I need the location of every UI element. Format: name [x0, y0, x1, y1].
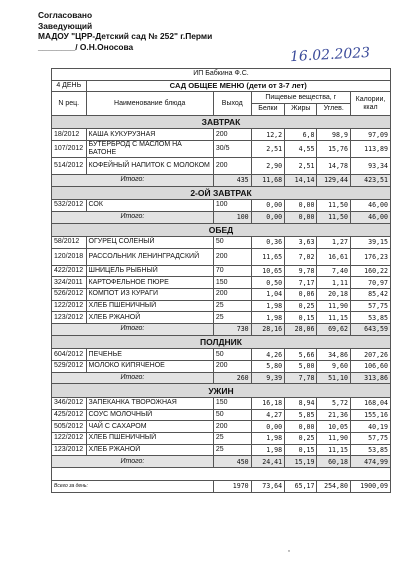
protein-value: 2,90 — [251, 157, 284, 174]
total-label: Итого: — [52, 456, 214, 468]
fat-value: 0,25 — [285, 300, 317, 312]
column-header-row — [52, 92, 391, 104]
dish-name: СОУС МОЛОЧНЫЙ — [86, 409, 213, 421]
calories-value: 70,97 — [350, 277, 390, 289]
grand-total-yield: 1970 — [213, 481, 251, 493]
section-header — [52, 115, 391, 129]
recipe-number: 58/2012 — [52, 237, 87, 249]
day-row — [52, 80, 391, 92]
carbs-value: 34,86 — [317, 349, 350, 361]
table-row — [52, 312, 391, 324]
protein-value: 4,27 — [251, 409, 284, 421]
dish-yield: 100 — [213, 200, 251, 212]
fat-value: 0,00 — [285, 200, 317, 212]
total-protein: 24,41 — [251, 456, 284, 468]
author-cell: ИП Бабкина Ф.С. — [52, 69, 391, 81]
carbs-value: 5,72 — [317, 397, 350, 409]
dish-yield: 25 — [213, 432, 251, 444]
table-row — [52, 444, 391, 456]
dish-yield: 200 — [213, 289, 251, 301]
fat-value: 8,94 — [285, 397, 317, 409]
dish-yield: 200 — [213, 157, 251, 174]
total-label: Итого: — [52, 324, 214, 336]
table-row — [52, 265, 391, 277]
section-header — [52, 223, 391, 237]
col-protein: Белки — [251, 104, 284, 116]
grand-total-carbs: 254,80 — [317, 481, 350, 493]
total-yield: 450 — [213, 456, 251, 468]
protein-value: 4,26 — [251, 349, 284, 361]
head-label: Заведующий — [38, 20, 93, 31]
table-row — [52, 248, 391, 265]
dish-yield: 150 — [213, 277, 251, 289]
total-calories: 423,51 — [350, 174, 390, 186]
fat-value: 2,51 — [285, 157, 317, 174]
fat-value: 7,17 — [285, 277, 317, 289]
calories-value: 113,89 — [350, 140, 390, 157]
calories-value: 106,60 — [350, 361, 390, 373]
table-row — [52, 277, 391, 289]
carbs-value: 20,18 — [317, 289, 350, 301]
dish-name: СОК — [86, 200, 213, 212]
table-row — [52, 397, 391, 409]
total-label: Итого: — [52, 211, 214, 223]
dish-name: ХЛЕБ РЖАНОЙ — [86, 312, 213, 324]
fat-value: 3,63 — [285, 237, 317, 249]
total-fat: 15,19 — [285, 456, 317, 468]
carbs-value: 14,78 — [317, 157, 350, 174]
dish-yield: 150 — [213, 397, 251, 409]
fat-value: 0,15 — [285, 312, 317, 324]
dish-name: ОГУРЕЦ СОЛЕНЫЙ — [86, 237, 213, 249]
calories-value: 168,04 — [350, 397, 390, 409]
col-recipe: N рец. — [52, 92, 87, 115]
section-header — [52, 384, 391, 398]
table-row — [52, 349, 391, 361]
dish-name: ШНИЦЕЛЬ РЫБНЫЙ — [86, 265, 213, 277]
total-carbs: 51,10 — [317, 372, 350, 384]
calories-value: 39,15 — [350, 237, 390, 249]
author-row — [52, 69, 391, 81]
carbs-value: 11,90 — [317, 432, 350, 444]
section-title: 2-ОЙ ЗАВТРАК — [52, 186, 391, 200]
dish-yield: 70 — [213, 265, 251, 277]
fat-value: 0,15 — [285, 444, 317, 456]
dish-yield: 50 — [213, 409, 251, 421]
section-header — [52, 186, 391, 200]
total-label: Итого: — [52, 372, 214, 384]
dish-name: ЧАЙ С САХАРОМ — [86, 421, 213, 433]
carbs-value: 10,05 — [317, 421, 350, 433]
signature-name: / О.Н.Оносова — [75, 41, 134, 52]
section-total-row — [52, 456, 391, 468]
grand-total-fat: 65,17 — [285, 481, 317, 493]
protein-value: 16,18 — [251, 397, 284, 409]
total-carbs: 129,44 — [317, 174, 350, 186]
grand-total-label: Всего за день: — [52, 481, 214, 493]
carbs-value: 1,11 — [317, 277, 350, 289]
handwritten-date: 16.02.2023 — [289, 44, 371, 66]
carbs-value: 15,76 — [317, 140, 350, 157]
recipe-number: 526/2012 — [52, 289, 87, 301]
calories-value: 53,85 — [350, 312, 390, 324]
dish-yield: 50 — [213, 349, 251, 361]
dish-yield: 25 — [213, 300, 251, 312]
recipe-number: 425/2012 — [52, 409, 87, 421]
table-row — [52, 140, 391, 157]
calories-value: 155,16 — [350, 409, 390, 421]
total-yield: 435 — [213, 174, 251, 186]
menu-title: САД ОБЩЕЕ МЕНЮ (дети от 3-7 лет) — [86, 80, 390, 92]
protein-value: 0,50 — [251, 277, 284, 289]
recipe-number: 120/2018 — [52, 248, 87, 265]
calories-value: 53,85 — [350, 444, 390, 456]
carbs-value: 21,36 — [317, 409, 350, 421]
protein-value: 1,04 — [251, 289, 284, 301]
protein-value: 5,80 — [251, 361, 284, 373]
dish-yield: 200 — [213, 361, 251, 373]
recipe-number: 532/2012 — [52, 200, 87, 212]
table-row — [52, 432, 391, 444]
protein-value: 1,98 — [251, 312, 284, 324]
total-fat: 14,14 — [285, 174, 317, 186]
dish-name: КАРТОФЕЛЬНОЕ ПЮРЕ — [86, 277, 213, 289]
protein-value: 10,65 — [251, 265, 284, 277]
dish-name: ХЛЕБ ПШЕНИЧНЫЙ — [86, 300, 213, 312]
dish-yield: 30/5 — [213, 140, 251, 157]
fat-value: 7,02 — [285, 248, 317, 265]
recipe-number: 123/2012 — [52, 444, 87, 456]
total-yield: 100 — [213, 211, 251, 223]
protein-value: 0,00 — [251, 200, 284, 212]
day-cell: 4 ДЕНЬ — [52, 80, 87, 92]
carbs-value: 1,27 — [317, 237, 350, 249]
recipe-number: 123/2012 — [52, 312, 87, 324]
dish-name: КАША КУКУРУЗНАЯ — [86, 129, 213, 141]
calories-value: 57,75 — [350, 300, 390, 312]
section-header — [52, 335, 391, 349]
table-row — [52, 361, 391, 373]
approval-block — [38, 10, 212, 52]
carbs-value: 98,9 — [317, 129, 350, 141]
total-calories: 643,59 — [350, 324, 390, 336]
total-protein: 9,39 — [251, 372, 284, 384]
section-total-row — [52, 372, 391, 384]
dish-name: КОМПОТ ИЗ КУРАГИ — [86, 289, 213, 301]
total-protein: 28,16 — [251, 324, 284, 336]
section-total-row — [52, 211, 391, 223]
carbs-value: 16,61 — [317, 248, 350, 265]
section-title: ПОЛДНИК — [52, 335, 391, 349]
total-protein: 11,68 — [251, 174, 284, 186]
dish-name: ХЛЕБ РЖАНОЙ — [86, 444, 213, 456]
dish-name: ПЕЧЕНЬЕ — [86, 349, 213, 361]
section-title: ЗАВТРАК — [52, 115, 391, 129]
protein-value: 11,65 — [251, 248, 284, 265]
calories-value: 207,26 — [350, 349, 390, 361]
recipe-number: 346/2012 — [52, 397, 87, 409]
table-row — [52, 237, 391, 249]
fat-value: 5,85 — [285, 409, 317, 421]
protein-value: 1,98 — [251, 432, 284, 444]
table-row — [52, 409, 391, 421]
fat-value: 4,55 — [285, 140, 317, 157]
dish-name: БУТЕРБРОД С МАСЛОМ НА БАТОНЕ — [86, 140, 213, 157]
total-carbs: 69,62 — [317, 324, 350, 336]
fat-value: 9,78 — [285, 265, 317, 277]
protein-value: 1,98 — [251, 300, 284, 312]
total-fat: 7,78 — [285, 372, 317, 384]
fat-value: 5,00 — [285, 361, 317, 373]
total-protein: 0,00 — [251, 211, 284, 223]
recipe-number: 529/2012 — [52, 361, 87, 373]
fat-value: 0,00 — [285, 421, 317, 433]
recipe-number: 107/2012 — [52, 140, 87, 157]
table-row — [52, 300, 391, 312]
dish-name: МОЛОКО КИПЯЧЕНОЕ — [86, 361, 213, 373]
page-mark: в — [288, 548, 291, 553]
calories-value: 176,23 — [350, 248, 390, 265]
section-title: ОБЕД — [52, 223, 391, 237]
protein-value: 0,36 — [251, 237, 284, 249]
protein-value: 0,00 — [251, 421, 284, 433]
grand-total-protein: 73,64 — [251, 481, 284, 493]
dish-name: ХЛЕБ ПШЕНИЧНЫЙ — [86, 432, 213, 444]
dish-name: КОФЕЙНЫЙ НАПИТОК С МОЛОКОМ — [86, 157, 213, 174]
carbs-value: 11,15 — [317, 444, 350, 456]
recipe-number: 514/2012 — [52, 157, 87, 174]
recipe-number: 122/2012 — [52, 432, 87, 444]
org-name: МАДОУ "ЦРР-Детский сад № 252" г.Перми — [38, 31, 213, 42]
col-calories: Калории, ккал — [350, 92, 390, 115]
fat-value: 6,8 — [285, 129, 317, 141]
dish-name: РАССОЛЬНИК ЛЕНИНГРАДСКИЙ — [86, 248, 213, 265]
calories-value: 160,22 — [350, 265, 390, 277]
signature-line: ________/ О.Н.Оносова — [38, 41, 134, 52]
carbs-value: 9,60 — [317, 361, 350, 373]
grand-total-calories: 1900,09 — [350, 481, 390, 493]
col-yield: Выход — [213, 92, 251, 115]
table-row — [52, 157, 391, 174]
recipe-number: 604/2012 — [52, 349, 87, 361]
col-carbs: Углев. — [317, 104, 350, 116]
fat-value: 0,25 — [285, 432, 317, 444]
dish-yield: 200 — [213, 248, 251, 265]
col-dish: Наименование блюда — [86, 92, 213, 115]
table-row — [52, 129, 391, 141]
calories-value: 57,75 — [350, 432, 390, 444]
dish-yield: 200 — [213, 421, 251, 433]
recipe-number: 122/2012 — [52, 300, 87, 312]
section-total-row — [52, 324, 391, 336]
total-fat: 0,00 — [285, 211, 317, 223]
total-yield: 730 — [213, 324, 251, 336]
section-total-row — [52, 174, 391, 186]
carbs-value: 11,15 — [317, 312, 350, 324]
approved-label: Согласовано — [38, 10, 93, 20]
table-row — [52, 289, 391, 301]
calories-value: 46,00 — [350, 200, 390, 212]
section-title: УЖИН — [52, 384, 391, 398]
calories-value: 93,34 — [350, 157, 390, 174]
fat-value: 5,66 — [285, 349, 317, 361]
dish-yield: 200 — [213, 129, 251, 141]
dish-name: ЗАПЕКАНКА ТВОРОЖНАЯ — [86, 397, 213, 409]
dish-yield: 50 — [213, 237, 251, 249]
total-calories: 313,86 — [350, 372, 390, 384]
carbs-value: 11,50 — [317, 200, 350, 212]
menu-table — [51, 68, 391, 493]
recipe-number: 18/2012 — [52, 129, 87, 141]
total-carbs: 60,18 — [317, 456, 350, 468]
total-fat: 28,06 — [285, 324, 317, 336]
carbs-value: 11,90 — [317, 300, 350, 312]
total-carbs: 11,50 — [317, 211, 350, 223]
total-label: Итого: — [52, 174, 214, 186]
protein-value: 12,2 — [251, 129, 284, 141]
dish-yield: 25 — [213, 312, 251, 324]
col-fat: Жиры — [285, 104, 317, 116]
spacer-cell — [52, 468, 391, 481]
grand-total-row — [52, 481, 391, 493]
protein-value: 1,98 — [251, 444, 284, 456]
total-calories: 474,99 — [350, 456, 390, 468]
fat-value: 0,06 — [285, 289, 317, 301]
total-yield: 260 — [213, 372, 251, 384]
table-row — [52, 200, 391, 212]
protein-value: 2,51 — [251, 140, 284, 157]
recipe-number: 505/2012 — [52, 421, 87, 433]
carbs-value: 7,40 — [317, 265, 350, 277]
calories-value: 85,42 — [350, 289, 390, 301]
total-calories: 46,00 — [350, 211, 390, 223]
table-row — [52, 421, 391, 433]
recipe-number: 422/2012 — [52, 265, 87, 277]
calories-value: 97,09 — [350, 129, 390, 141]
calories-value: 40,19 — [350, 421, 390, 433]
dish-yield: 25 — [213, 444, 251, 456]
recipe-number: 324/2011 — [52, 277, 87, 289]
spacer-row — [52, 468, 391, 481]
col-nutrients: Пищевые вещества, г — [251, 92, 350, 104]
